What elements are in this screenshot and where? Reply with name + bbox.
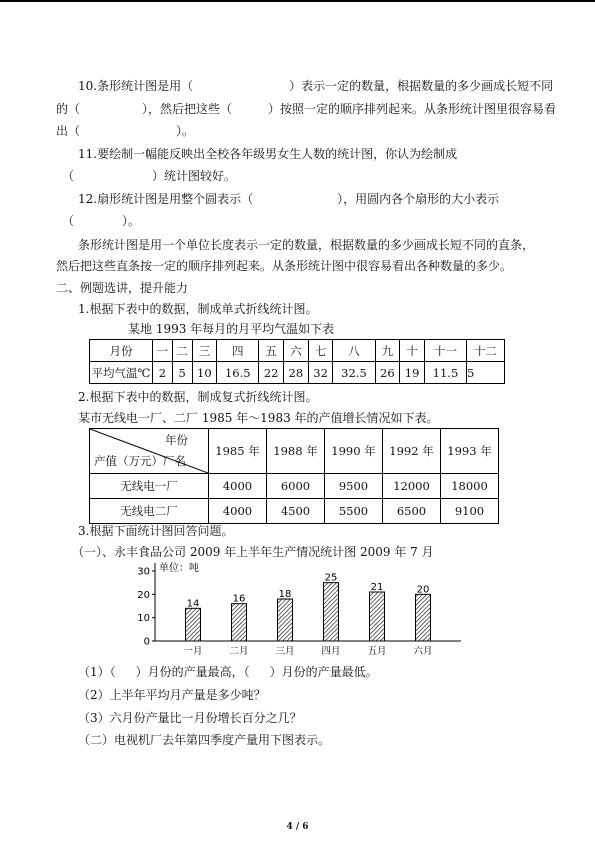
table-cell: 22 xyxy=(259,362,284,384)
table-cell: 四 xyxy=(217,340,259,362)
answer-line-2: 然后把这些直条按一定的顺序排列起来。从条形统计图中很容易看出各种数量的多少。 xyxy=(56,259,513,273)
bar xyxy=(370,592,385,641)
ex3-prompt: 3.根据下面统计图回答问题。 xyxy=(78,524,234,538)
table-row xyxy=(90,362,505,384)
table-cell: 月份 xyxy=(90,340,153,362)
table-cell: 10 xyxy=(192,362,217,384)
temperature-table xyxy=(89,339,505,384)
section-title: 二、例题选讲，提升能力 xyxy=(56,281,189,295)
corner-bottom-label: 产值（万元）厂名 xyxy=(94,454,186,468)
q1-text: （1）（ xyxy=(78,665,116,679)
ex1-prompt: 1.根据下表中的数据，制成单式折线统计图。 xyxy=(78,302,318,316)
ex3-q1 xyxy=(78,663,378,681)
production-bar-chart xyxy=(133,561,463,663)
table-cell: 32.5 xyxy=(333,362,375,384)
ex1-caption: 某地 1993 年每月的月平均气温如下表 xyxy=(128,322,335,336)
q12-line2 xyxy=(62,212,140,230)
q10-text: 的（ xyxy=(56,102,81,116)
table-cell: 十一 xyxy=(424,340,466,362)
table-cell: 28 xyxy=(284,362,309,384)
bar-value-label: 16 xyxy=(232,593,246,605)
ex2-caption: 某市无线电一厂、二厂 1985 年～1983 年的产值增长情况如下表。 xyxy=(78,411,439,425)
table-cell: 12000 xyxy=(383,474,441,499)
ex3-sub2: （二）电视机厂去年第四季度产量用下图表示。 xyxy=(78,733,331,747)
table-row xyxy=(90,499,499,524)
table-cell: 五 xyxy=(259,340,284,362)
q11-line2 xyxy=(62,167,236,185)
q12-line1 xyxy=(78,190,499,208)
q10-text: ），然后把这些（ xyxy=(142,102,233,116)
table-cell: 26 xyxy=(375,362,400,384)
output-table xyxy=(89,428,499,524)
table-cell: 平均气温℃ xyxy=(90,362,153,384)
answer-line-1: 条形统计图是用一个单位长度表示一定的数量，根据数量的多少画成长短不同的直条， xyxy=(78,238,535,252)
table-cell: 1990 年 xyxy=(325,429,383,474)
table-cell: 16.5 xyxy=(217,362,259,384)
table-row xyxy=(90,429,499,474)
ex3-sub1: （一）、永丰食品公司 2009 年上半年生产情况统计图 2009 年 7 月 xyxy=(72,545,434,559)
bar xyxy=(416,594,431,641)
x-tick-label: 一月 xyxy=(183,646,203,657)
bar-value-label: 18 xyxy=(278,589,292,600)
table-cell: 2 xyxy=(153,362,173,384)
x-tick-label: 五月 xyxy=(367,646,387,657)
q12-text: ）。 xyxy=(122,214,141,228)
table-cell: 八 xyxy=(333,340,375,362)
q12-text: 12.扇形统计图是用整个圆表示（ xyxy=(78,192,254,206)
q10-line3 xyxy=(56,122,194,140)
q10-text: ）表示一定的数量，根据数量的多少画成长短不同 xyxy=(289,79,554,93)
table-cell: 9500 xyxy=(325,474,383,499)
table-cell: 6500 xyxy=(383,499,441,524)
table-cell: 无线电一厂 xyxy=(90,474,209,499)
table-row xyxy=(90,340,505,362)
table-cell: 二 xyxy=(172,340,192,362)
q10-line2 xyxy=(56,100,556,118)
q12-text: ），用圆内各个扇形的大小表示 xyxy=(337,192,500,206)
table-cell: 1985 年 xyxy=(209,429,267,474)
table-cell: 5 xyxy=(467,362,505,384)
x-tick-label: 四月 xyxy=(321,646,341,657)
q1-text: ）月份的产量最高，（ xyxy=(135,665,250,679)
table-cell: 九 xyxy=(375,340,400,362)
q10-text: 出（ xyxy=(56,124,81,138)
bar xyxy=(232,604,247,641)
ex3-q3: （3）六月份产量比一月份增长百分之几？ xyxy=(78,711,302,725)
table-cell: 11.5 xyxy=(424,362,466,384)
bar-value-label: 21 xyxy=(370,582,384,593)
table-cell: 5 xyxy=(172,362,192,384)
table-cell: 1993 年 xyxy=(441,429,499,474)
ex2-prompt: 2.根据下表中的数据，制成复式折线统计图。 xyxy=(78,390,318,404)
corner-top-label: 年份 xyxy=(165,433,188,447)
q12-text: （ xyxy=(62,214,75,228)
bar xyxy=(324,583,339,641)
table-row xyxy=(90,474,499,499)
bar-value-label: 20 xyxy=(416,584,430,596)
y-tick-label: 30 xyxy=(137,566,150,578)
y-tick-label: 20 xyxy=(137,589,150,601)
x-tick-label: 二月 xyxy=(229,646,249,657)
y-tick-label: 0 xyxy=(143,636,150,648)
bar xyxy=(186,608,201,641)
bar-value-label: 14 xyxy=(186,598,200,610)
table-cell: 18000 xyxy=(441,474,499,499)
table-cell: 4000 xyxy=(209,474,267,499)
unit-label: 单位：吨 xyxy=(159,563,199,574)
header-rule xyxy=(0,0,595,2)
bar-value-label: 25 xyxy=(324,572,338,584)
q1-text: ）月份的产量最低。 xyxy=(269,665,378,679)
q10-line1 xyxy=(78,77,553,95)
q11-line1: 11.要绘制一幅能反映出全校各年级男女生人数的统计图，你认为绘制成 xyxy=(78,147,458,161)
table-cell: 一 xyxy=(153,340,173,362)
q10-text: ）按照一定的顺序排列起来。从条形统计图里很容易看 xyxy=(268,102,557,116)
y-tick-label: 10 xyxy=(137,613,150,625)
table-corner-cell xyxy=(90,429,209,474)
table-cell: 1988 年 xyxy=(267,429,325,474)
table-cell: 32 xyxy=(308,362,333,384)
table-cell: 七 xyxy=(308,340,333,362)
table-cell: 5500 xyxy=(325,499,383,524)
bar xyxy=(278,599,293,641)
table-cell: 1992 年 xyxy=(383,429,441,474)
table-cell: 十 xyxy=(400,340,425,362)
table-cell: 六 xyxy=(284,340,309,362)
x-tick-label: 三月 xyxy=(275,646,295,657)
table-cell: 6000 xyxy=(267,474,325,499)
q11-text: ）统计图较好。 xyxy=(152,169,237,183)
table-cell: 19 xyxy=(400,362,425,384)
table-cell: 无线电二厂 xyxy=(90,499,209,524)
table-cell: 三 xyxy=(192,340,217,362)
q10-text: ）。 xyxy=(176,124,195,138)
x-tick-label: 六月 xyxy=(413,646,433,657)
table-cell: 9100 xyxy=(441,499,499,524)
q10-text: 10.条形统计图是用（ xyxy=(78,79,194,93)
table-cell: 十二 xyxy=(467,340,505,362)
q11-text: （ xyxy=(62,169,75,183)
table-cell: 4000 xyxy=(209,499,267,524)
table-cell: 4500 xyxy=(267,499,325,524)
page-number: 4 / 6 xyxy=(286,822,309,832)
ex3-q2: （2）上半年平均月产量是多少吨？ xyxy=(78,688,266,702)
